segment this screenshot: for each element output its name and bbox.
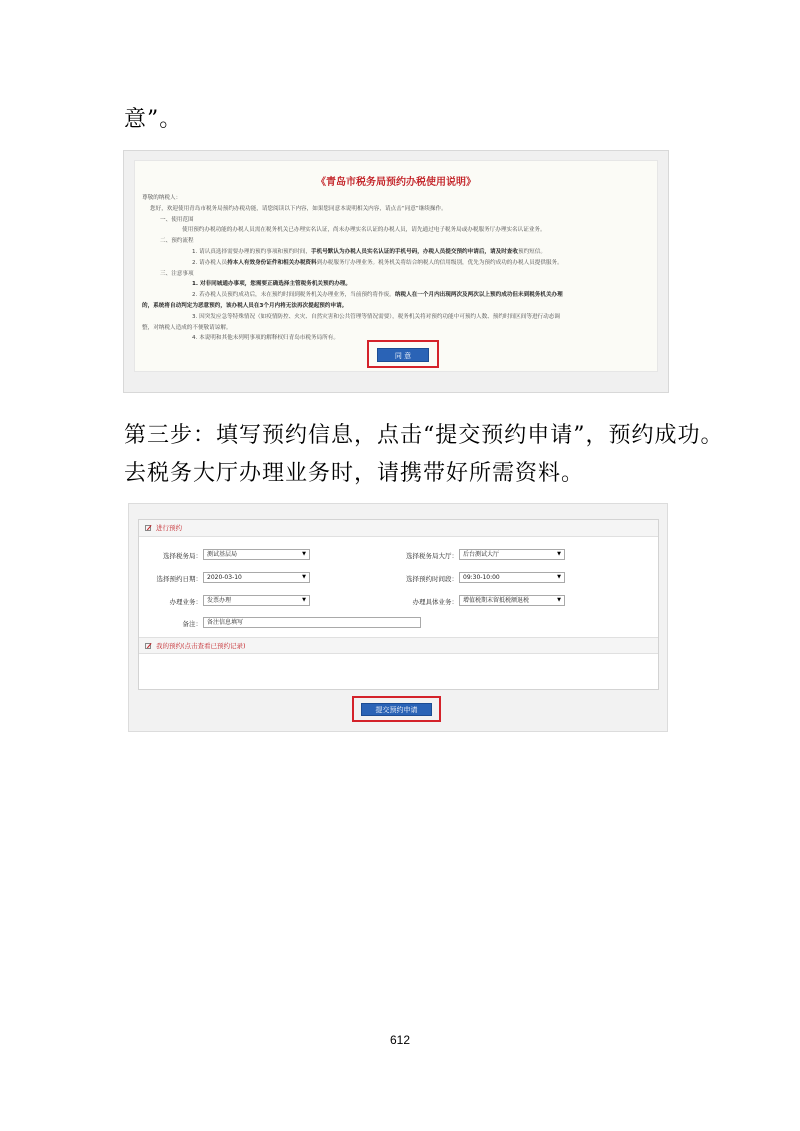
notice-heading-2: 二、预约流程	[160, 238, 194, 245]
date-label: 选择预约日期：	[156, 575, 202, 583]
remark-input[interactable]: 备注信息填写	[203, 617, 421, 628]
notice-body	[142, 193, 654, 344]
notice-item-3-4: 4. 本说明和其他未列明事项的解释权归青岛市税务局所有。	[192, 335, 339, 342]
booking-screenshot	[128, 503, 668, 732]
notice-item-2-1: 1. 请认真选择需要办理的预约事项和预约时间，手机号默认为办税人员实名认证的手机号码，办税人员提交预约申请后，请及时查收预约短信。	[192, 248, 546, 255]
time-select-value: 09:30-10:00	[463, 574, 500, 581]
submit-highlight	[352, 696, 441, 722]
notice-heading-3: 三、注意事项	[160, 270, 194, 277]
hall-select[interactable]	[459, 549, 565, 560]
specific-business-label: 办理具体业务：	[412, 598, 458, 606]
bureau-select-value: 测试基层局	[207, 551, 238, 558]
booking-panel	[138, 519, 659, 690]
edit-icon	[145, 525, 151, 531]
notice-title: 《青岛市税务局预约办税使用说明》	[316, 177, 476, 188]
submit-booking-button[interactable]: 提交预约申请	[361, 703, 432, 716]
dropdown-arrow-icon: ▼	[302, 597, 306, 603]
notice-panel	[134, 160, 658, 372]
hall-select-value: 后台测试大厅	[463, 551, 500, 558]
dropdown-arrow-icon: ▼	[557, 597, 561, 603]
text-line-top: 意”。	[124, 107, 183, 132]
booking-section-title: 进行预约	[156, 524, 182, 532]
notice-item-3-2-cont: 的，系统将自动判定为恶意预约，该办税人员在3个月内将无法再次提起预约申请。	[142, 302, 348, 309]
bureau-select[interactable]	[203, 549, 310, 560]
remark-label: 备注：	[182, 620, 202, 628]
my-bookings-link[interactable]: 我的预约(点击查看已预约记录)	[156, 642, 246, 650]
hall-label: 选择税务局大厅：	[406, 552, 458, 560]
bureau-label: 选择税务局：	[163, 552, 202, 560]
dropdown-arrow-icon: ▼	[302, 574, 306, 580]
my-bookings-header[interactable]	[139, 637, 658, 654]
specific-business-select[interactable]	[459, 595, 565, 606]
notice-intro: 您好，欢迎使用青岛市税务局预约办税功能，请您阅读以下内容，如果您同意本说明相关内容，请点击“同意”继续操作。	[150, 205, 447, 212]
agree-button[interactable]: 同 意	[377, 348, 429, 362]
business-select-value: 发票办理	[207, 597, 232, 604]
booking-section-header	[139, 520, 658, 537]
time-label: 选择预约时间段：	[406, 575, 458, 583]
step3-line-1: 第三步：填写预约信息，点击“提交预约申请”，预约成功。	[124, 423, 724, 448]
page-number: 612	[389, 1033, 411, 1047]
notice-heading-1: 一、使用范围	[160, 216, 194, 223]
notice-item-2-2: 2. 请办税人员持本人有效身份证件和相关办税资料到办税服务厅办理业务。税务机关将结合纳税人的信用级别，优先为预约成功的办税人员提供服务。	[192, 259, 563, 266]
agree-highlight	[367, 340, 439, 368]
notice-item-3-2: 2. 若办税人员预约成功后，未在预约时间到税务机关办理业务，当前预约将作废。纳税人在一个月内出现两次及两次以上预约成功但未到税务机关办理	[192, 292, 563, 299]
step3-line-2: 去税务大厅办理业务时，请携带好所需资料。	[124, 461, 585, 486]
notice-paragraph-1: 使用预约办税功能的办税人员需在税务机关已办理实名认证，尚未办理实名认证的办税人员，请先通过电子税务局或办税服务厅办理实名认证业务。	[182, 227, 546, 234]
notice-item-3-3: 3. 因突发应急等特殊情况（如疫情防控、火灾、自然灾害和公共管理等情况需要），税务机关将对预约功能中可预约人数、预约时间区间等进行动态调	[192, 313, 560, 320]
business-label: 办理业务：	[169, 598, 202, 606]
dropdown-arrow-icon: ▼	[557, 574, 561, 580]
specific-business-select-value: 增值税期末留抵税额退税	[463, 597, 530, 604]
notice-item-3-1: 1. 对非同城通办事项，您需要正确选择主管税务机关预约办理。	[192, 281, 351, 288]
date-select-value: 2020-03-10	[207, 574, 242, 581]
dropdown-arrow-icon: ▼	[302, 551, 306, 557]
notice-greeting: 尊敬的纳税人：	[142, 195, 182, 201]
date-select[interactable]	[203, 572, 310, 583]
dropdown-arrow-icon: ▼	[557, 551, 561, 557]
edit-icon	[145, 643, 151, 649]
notice-screenshot	[123, 150, 669, 393]
notice-item-3-3-cont: 整，对纳税人造成的不便敬请谅解。	[142, 324, 232, 331]
time-select[interactable]	[459, 572, 565, 583]
business-select[interactable]	[203, 595, 310, 606]
